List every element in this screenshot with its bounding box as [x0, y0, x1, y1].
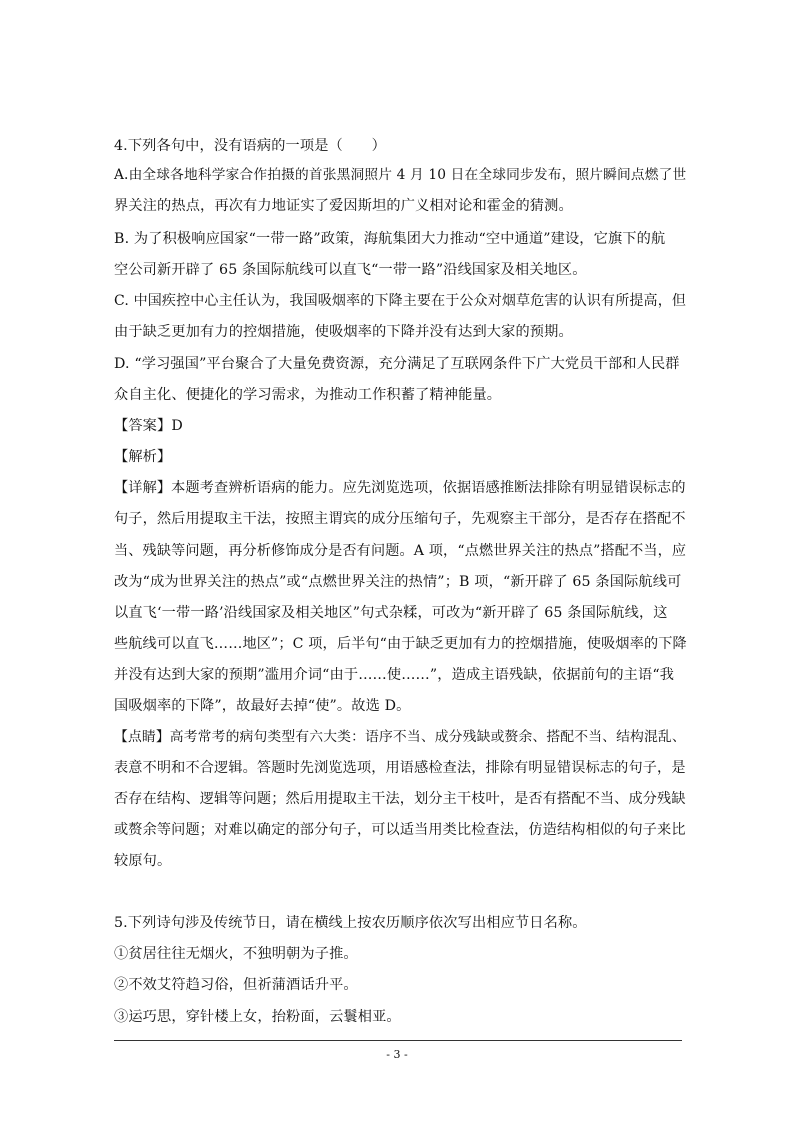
q4-detail-line8: 国吸烟率的下降”，故最好去掉“使”。故选 D。	[114, 698, 411, 714]
q4-detail-line5: 以直飞‘一带一路’沿线国家及相关地区”句式杂糅，可改为“新开辟了 65 条国际航线，这	[114, 605, 668, 621]
q4-option-a-line2: 界关注的热点，再次有力地证实了爱因斯坦的广义相对论和霍金的猜测。	[114, 198, 573, 214]
q4-tips-line4: 或赘余等问题；对难以确定的部分句子，可以适当用类比检查法，仿造结构相似的句子来比	[114, 822, 686, 838]
q4-option-c-line1: C. 中国疾控中心主任认为，我国吸烟率的下降主要在于公众对烟草危害的认识有所提高，但	[114, 293, 687, 309]
q4-detail-line4: 改为“成为世界关注的热点”或“点燃世界关注的热情”；B 项，“新开辟了 65 条国际航线可	[114, 574, 682, 590]
q4-option-a-line1: A.由全球各地科学家合作拍摄的首张黑洞照片 4 月 10 日在全球同步发布，照片瞬间点燃了世	[114, 167, 687, 183]
q4-option-d-line1: D. “学习强国”平台聚合了大量免费资源，充分满足了互联网条件下广大党员干部和人民群	[114, 356, 680, 372]
q4-tips-line5: 较原句。	[114, 853, 172, 869]
q4-option-c-line2: 由于缺乏更加有力的控烟措施，使吸烟率的下降并没有达到大家的预期。	[114, 324, 573, 340]
q5-item-3: ③运巧思，穿针楼上女，抬粉面，云鬟相亚。	[114, 1009, 401, 1025]
q4-detail-line1: 【详解】本题考查辨析语病的能力。应先浏览选项，依据语感推断法排除有明显错误标志的	[114, 480, 686, 496]
q4-detail-line7: 并没有达到大家的预期”滥用介词“由于……使……”，造成主语残缺，依据前句的主语“我	[114, 667, 675, 683]
q5-stem: 5.下列诗句涉及传统节日，请在横线上按农历顺序依次写出相应节日名称。	[114, 915, 587, 931]
q4-option-d-line2: 众自主化、便捷化的学习需求，为推动工作积蓄了精神能量。	[114, 387, 502, 403]
q5-item-2: ②不效艾符趋习俗，但祈蒲酒话升平。	[114, 977, 358, 993]
q4-option-b-line1: B. 为了积极响应国家“一带一路”政策，海航集团大力推动“空中通道”建设，它旗下的航	[114, 231, 666, 247]
q4-tips-line2: 表意不明和不合逻辑。答题时先浏览选项，用语感检查法，排除有明显错误标志的句子，是	[114, 760, 686, 776]
q4-option-b-line2: 空公司新开辟了 65 条国际航线可以直飞“一带一路”沿线国家及相关地区。	[114, 262, 587, 278]
q4-stem: 4.下列各句中，没有语病的一项是（ ）	[114, 138, 386, 154]
page-number: - 3 -	[386, 1048, 408, 1061]
q4-analysis-label: 【解析】	[114, 449, 172, 465]
q4-tips-line1: 【点睛】高考常考的病句类型有六大类：语序不当、成分残缺或赘余、搭配不当、结构混乱、	[114, 729, 686, 745]
footer-divider	[114, 1040, 682, 1041]
q4-detail-line3: 当、残缺等问题，再分析修饰成分是否有问题。A 项，“点燃世界关注的热点”搭配不当，应	[114, 543, 687, 559]
q4-detail-line2: 句子，然后用提取主干法，按照主谓宾的成分压缩句子，先观察主干部分，是否存在搭配不	[114, 511, 686, 527]
q5-item-1: ①贫居往往无烟火，不独明朝为子推。	[114, 946, 358, 962]
q4-answer: 【答案】D	[114, 418, 183, 434]
q4-detail-line6: 些航线可以直飞……地区”；C 项，后半句“由于缺乏更加有力的控烟措施，使吸烟率的下降	[114, 636, 687, 652]
q4-tips-line3: 否存在结构、逻辑等问题；然后用提取主干法，划分主干枝叶，是否有搭配不当、成分残缺	[114, 791, 686, 807]
